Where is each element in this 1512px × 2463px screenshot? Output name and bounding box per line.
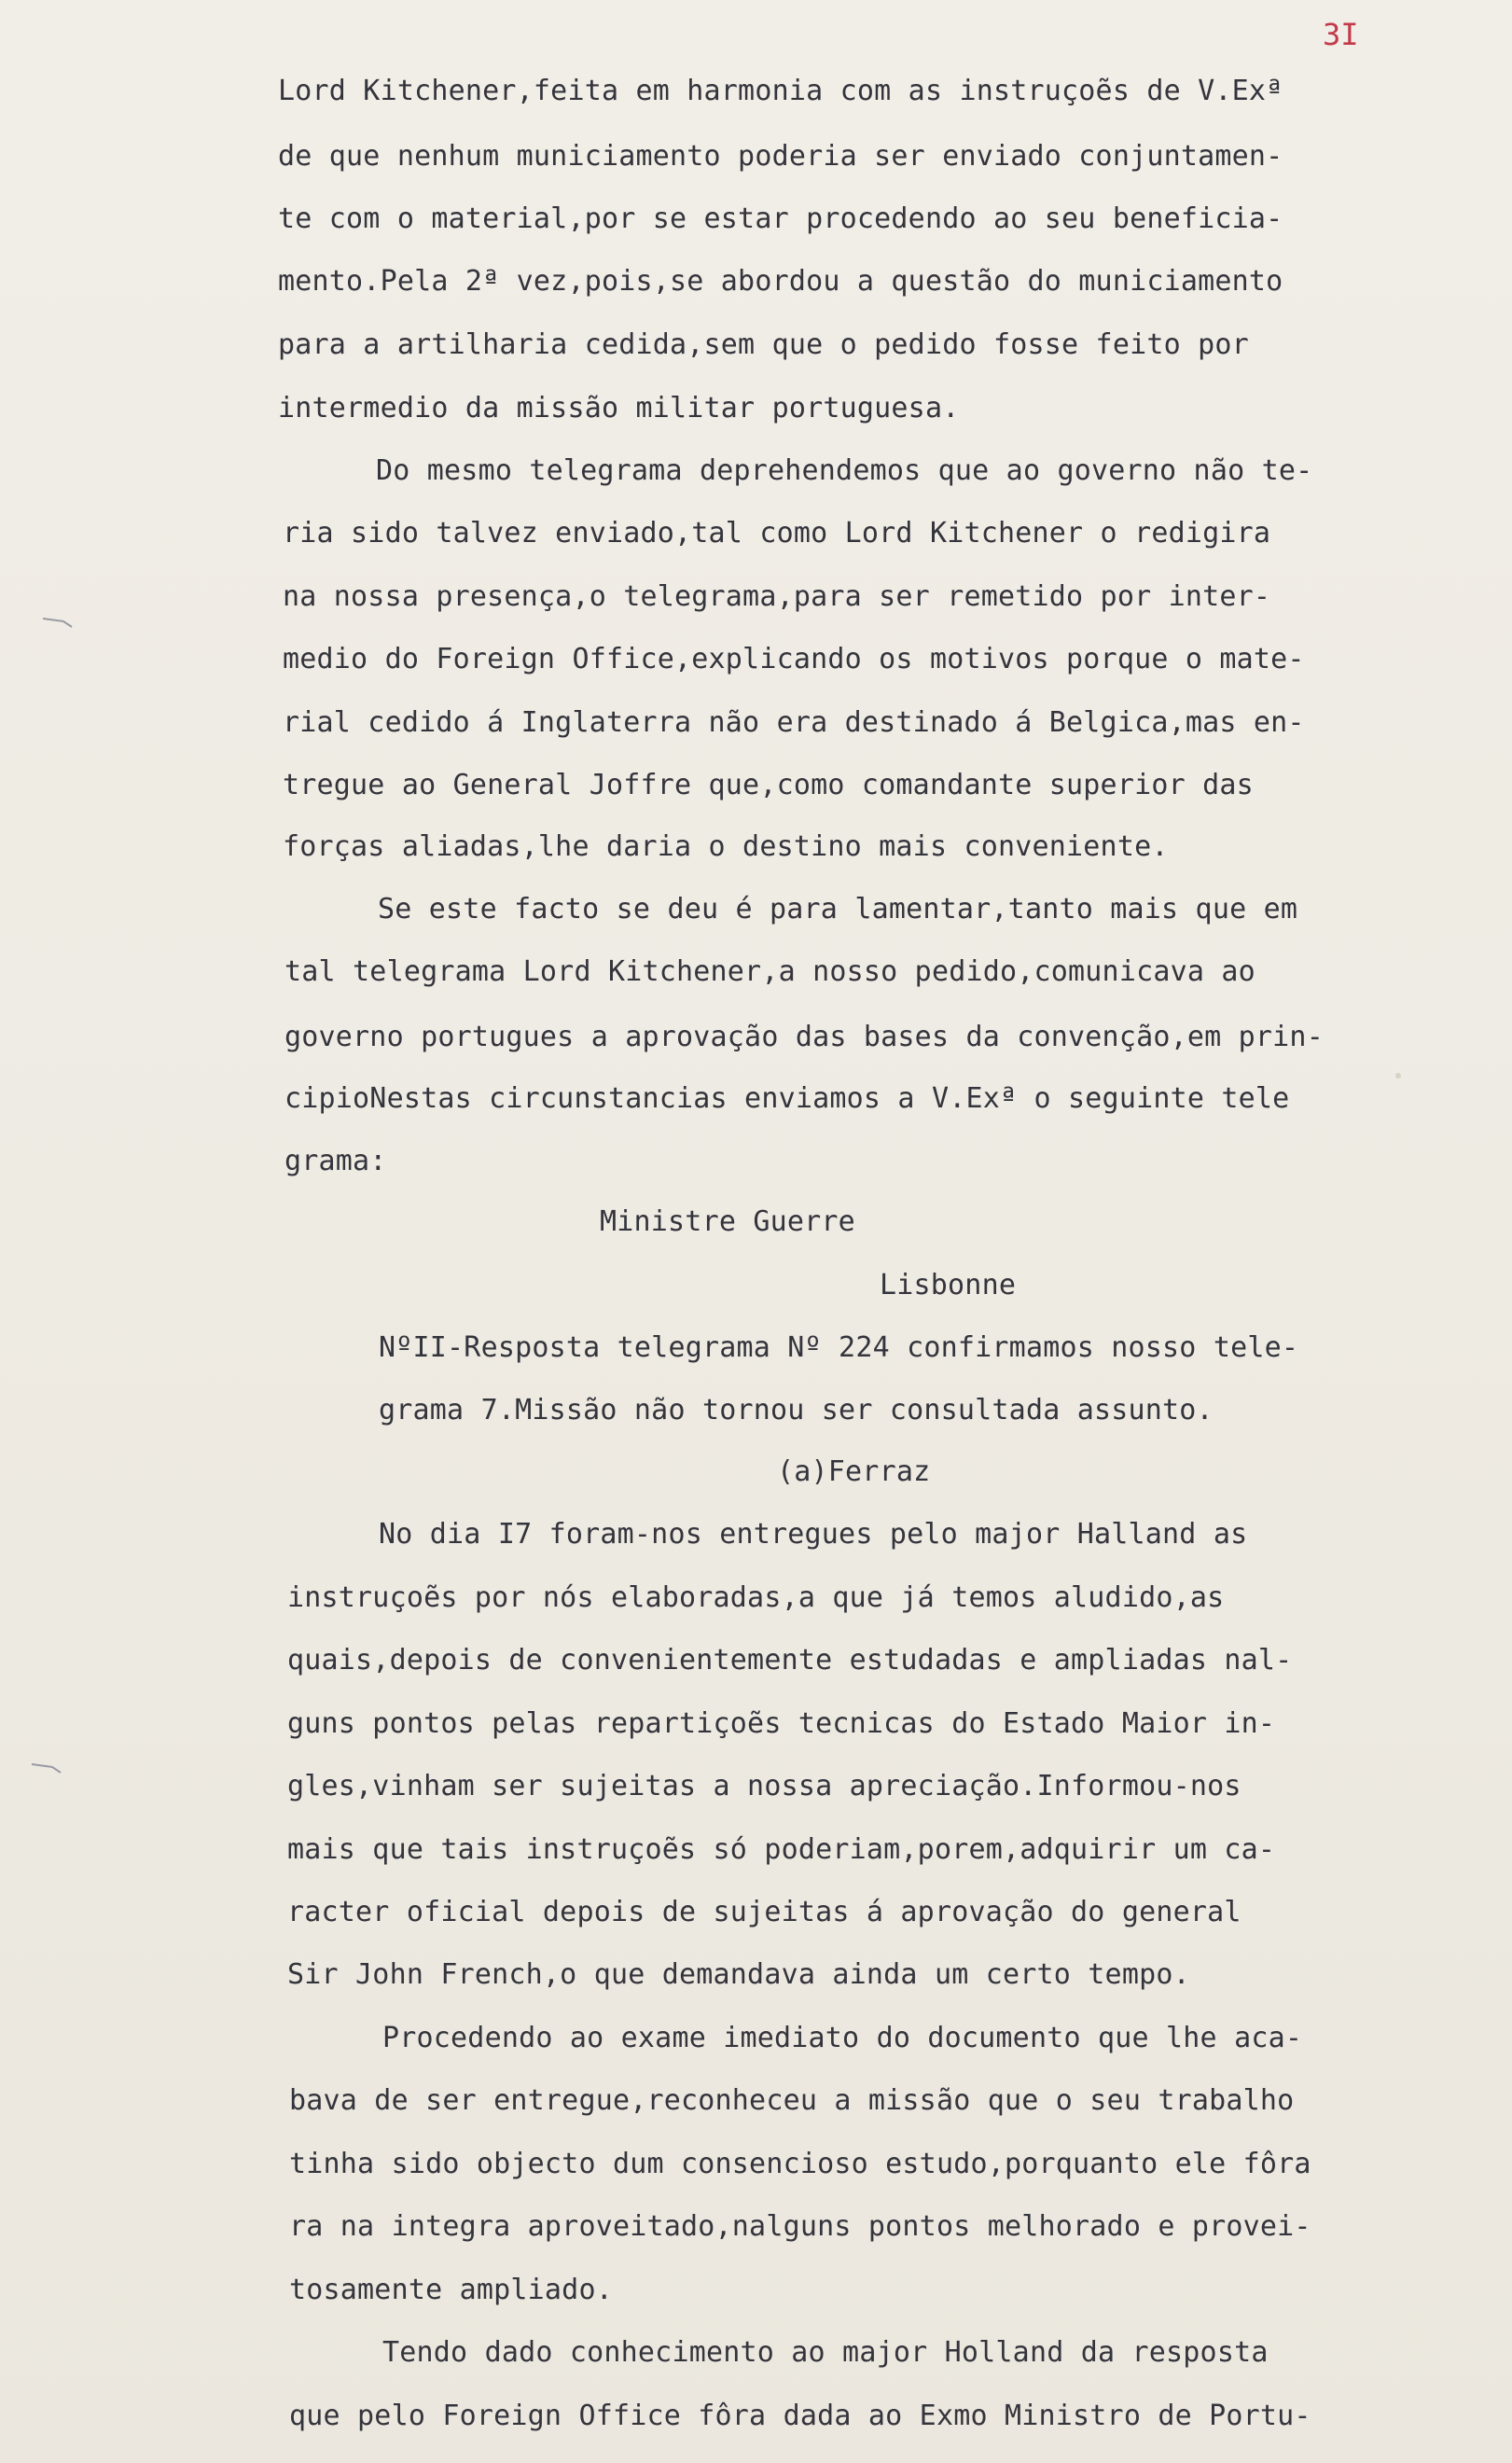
text-line: Sir John French,o que demandava ainda um certo tempo. [287, 1958, 1190, 1991]
text-line: quais,depois de convenientemente estudadas e ampliadas nal- [287, 1644, 1293, 1677]
page-number: 3I [1323, 17, 1359, 52]
text-line: instruçoẽs por nós elaboradas,a que já temos aludido,as [287, 1581, 1225, 1614]
text-line: racter oficial depois de sujeitas á aprovação do general [287, 1896, 1242, 1928]
text-line: cipioNestas circunstancias enviamos a V.Exª o seguinte tele [284, 1082, 1290, 1115]
text-line: No dia I7 foram-nos entregues pelo major Halland as [379, 1518, 1248, 1551]
text-line: Lord Kitchener,feita em harmonia com as instruçoẽs de V.Exª [278, 75, 1283, 107]
text-line: guns pontos pelas repartiçoẽs tecnicas do Estado Maior in- [287, 1707, 1276, 1740]
text-line: ra na integra aproveitado,nalguns pontos melhorado e provei- [289, 2210, 1311, 2243]
text-line: governo portugues a aprovação das bases da convenção,em prin- [284, 1021, 1324, 1053]
text-line: tosamente ampliado. [289, 2274, 613, 2306]
text-line: grama: [284, 1145, 387, 1177]
paper-spot [1395, 1073, 1401, 1078]
text-line: medio do Foreign Office,explicando os motivos porque o mate- [283, 643, 1305, 675]
text-line: rial cedido á Inglaterra não era destinado á Belgica,mas en- [283, 706, 1305, 739]
text-line: ria sido talvez enviado,tal como Lord Kitchener o redigira [283, 517, 1271, 550]
telegram-body-line: grama 7.Missão não tornou ser consultada assunto. [379, 1394, 1214, 1426]
text-line: Procedendo ao exame imediato do documento que lhe aca- [382, 2022, 1303, 2054]
telegram-addressee: Ministre Guerre [600, 1205, 855, 1238]
text-line: tinha sido objecto dum consencioso estudo,porquanto ele fôra [289, 2148, 1311, 2180]
text-line: na nossa presença,o telegrama,para ser remetido por inter- [283, 580, 1271, 613]
text-line: te com o material,por se estar procedendo ao seu beneficia- [278, 202, 1283, 235]
text-line: tal telegrama Lord Kitchener,a nosso pedido,comunicava ao [284, 955, 1255, 988]
telegram-city: Lisbonne [880, 1269, 1017, 1301]
text-line: Tendo dado conhecimento ao major Holland da resposta [382, 2336, 1269, 2369]
margin-tick-mark [30, 1761, 63, 1774]
text-line: de que nenhum municiamento poderia ser enviado conjuntamen- [278, 140, 1283, 173]
text-line: mento.Pela 2ª vez,pois,se abordou a questão do municiamento [278, 265, 1283, 298]
text-line: que pelo Foreign Office fôra dada ao Exmo Ministro de Portu- [289, 2400, 1311, 2432]
text-line: tregue ao General Joffre que,como comandante superior das [283, 769, 1254, 801]
text-line: para a artilharia cedida,sem que o pedido fosse feito por [278, 328, 1249, 361]
text-line: gles,vinham ser sujeitas a nossa apreciação.Informou-nos [287, 1770, 1242, 1802]
text-line: bava de ser entregue,reconheceu a missão que o seu trabalho [289, 2084, 1295, 2117]
text-line: Do mesmo telegrama deprehendemos que ao governo não te- [376, 454, 1313, 487]
text-line: mais que tais instruçoẽs só poderiam,porem,adquirir um ca- [287, 1833, 1276, 1866]
telegram-body-line: NºII-Resposta telegrama Nº 224 confirmamos nosso tele- [379, 1331, 1299, 1364]
text-line: forças aliadas,lhe daria o destino mais conveniente. [283, 830, 1169, 863]
text-line: intermedio da missão militar portuguesa. [278, 392, 960, 424]
telegram-signature: (a)Ferraz [777, 1455, 931, 1488]
text-line: Se este facto se deu é para lamentar,tanto mais que em [378, 893, 1298, 925]
margin-tick-mark [41, 616, 75, 629]
